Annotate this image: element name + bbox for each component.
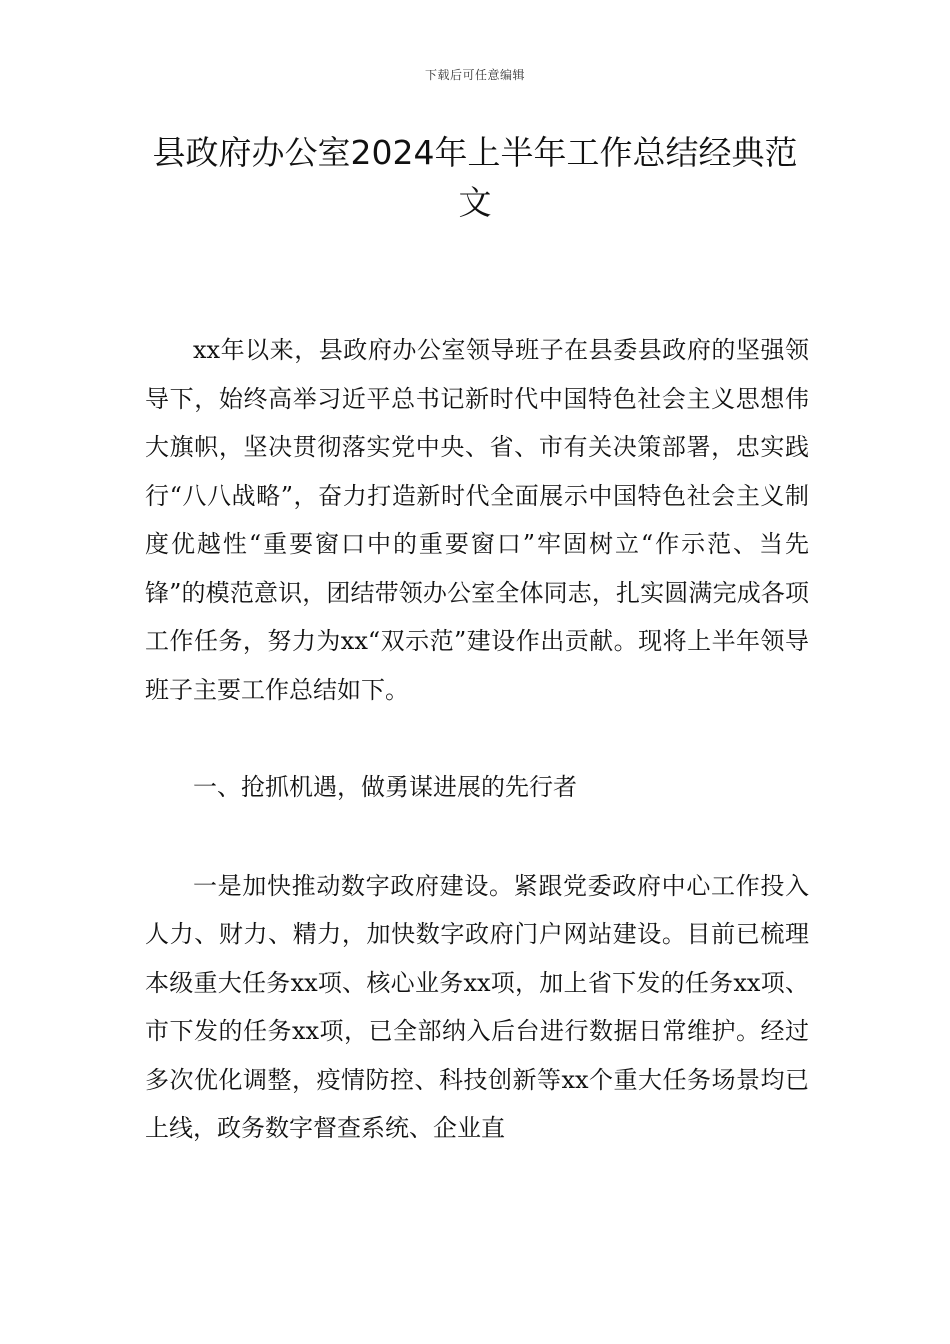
header-note: 下载后可任意编辑 [424, 68, 525, 82]
paragraph-spacer [145, 714, 809, 763]
body-paragraph: 一是加快推动数字政府建设。紧跟党委政府中心工作投入人力、财力、精力，加快数字政府门户网站建设。目前已梳理本级重大任务xx项、核心业务xx项，加上省下发的任务xx项、市下发的任务xx项，已全部纳入后台进行数据日常维护。经过多次优化调整，疫情防控、科技创新等xx个重大任务场景均已上线，政务数字督查系统、企业直 [145, 871, 809, 1142]
paragraph-spacer [145, 812, 809, 862]
document-title: 县政府办公室2024年上半年工作总结经典范文 [152, 133, 798, 222]
section-heading: 一、抢抓机遇，做勇谋进展的先行者 [193, 773, 577, 801]
document-body [145, 326, 809, 1153]
intro-paragraph: xx年以来，县政府办公室领导班子在县委县政府的坚强领导下，始终高举习近平总书记新时代中国特色社会主义思想伟大旗帜，坚决贯彻落实党中央、省、市有关决策部署，忠实践行“八八战略”，奋力打造新时代全面展示中国特色社会主义制度优越性“重要窗口中的重要窗口”牢固树立“作示范、当先锋”的模范意识，团结带领办公室全体同志，扎实圆满完成各项工作任务，努力为xx“双示范”建设作出贡献。现将上半年领导班子主要工作总结如下。 [145, 336, 809, 704]
